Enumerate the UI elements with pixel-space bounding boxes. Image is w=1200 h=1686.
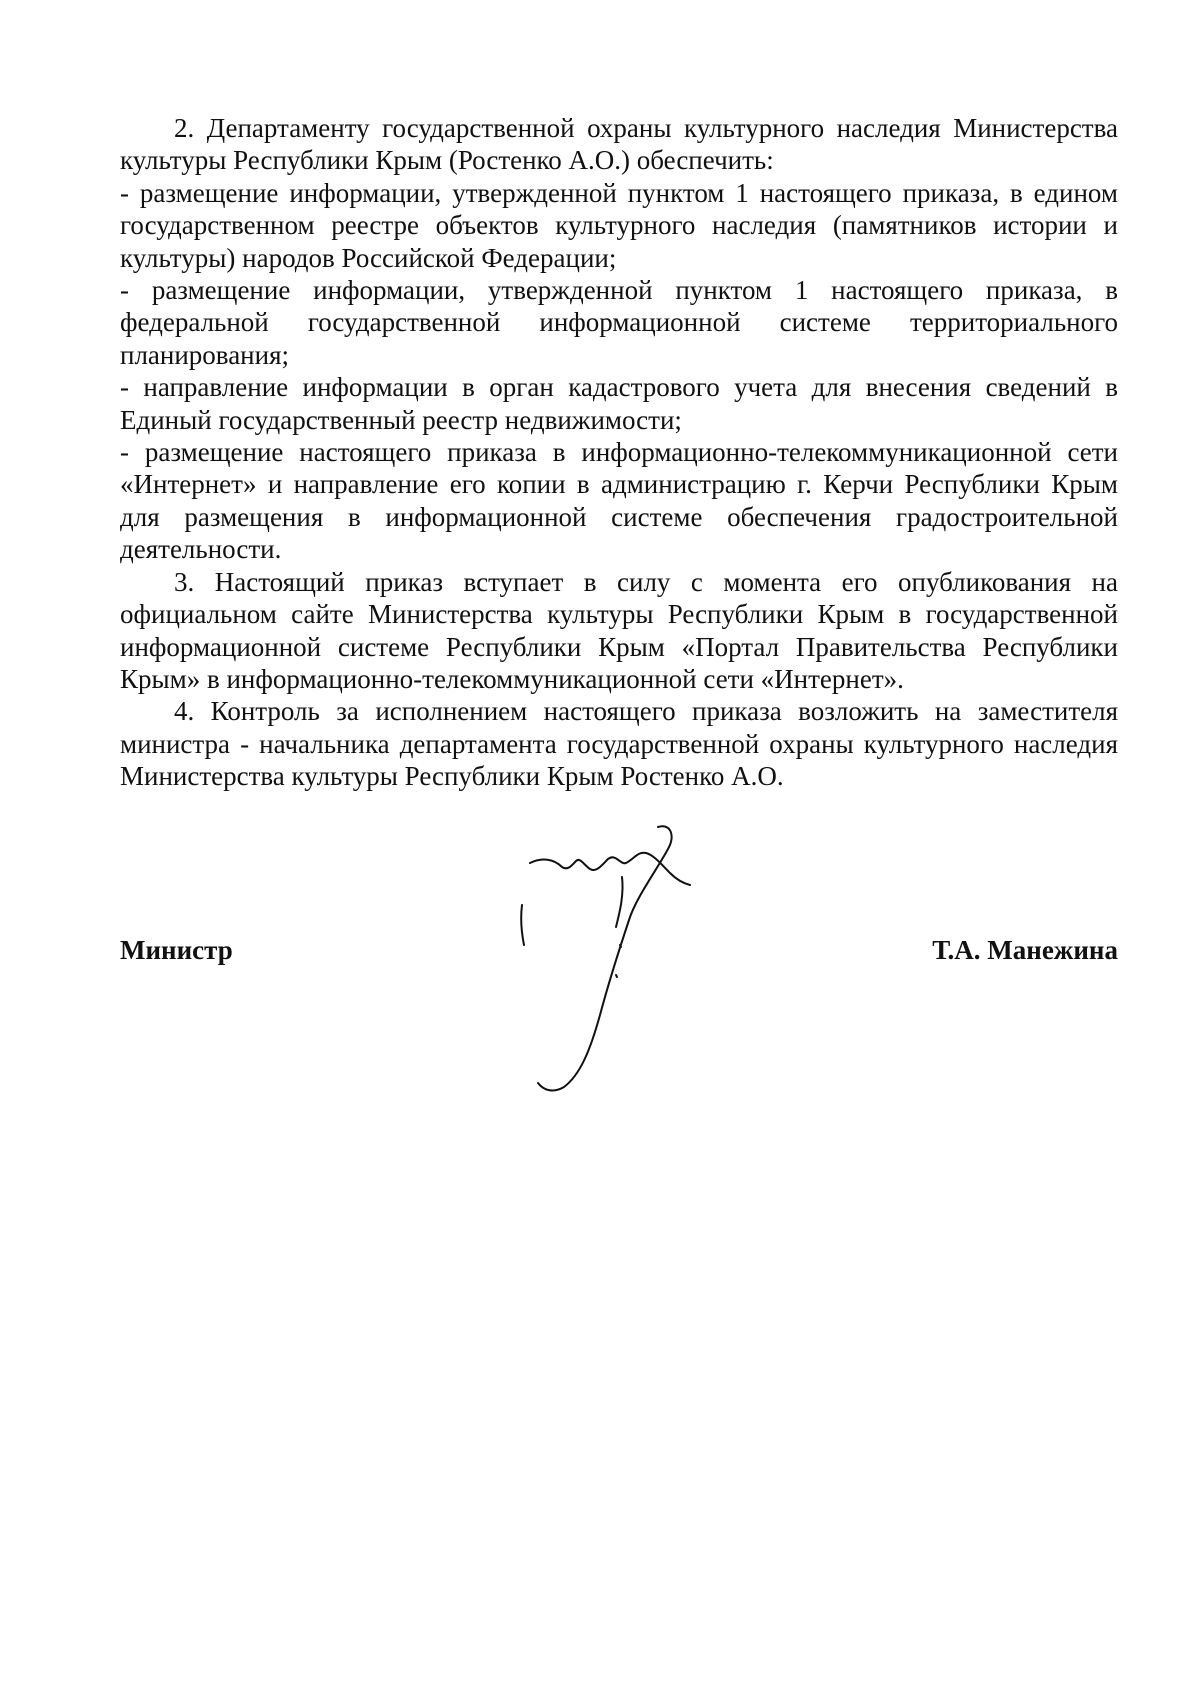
paragraph-4: 4. Контроль за исполнением настоящего приказа возложить на заместителя министра - начальника департамента государственной охраны культурного наследия Министерства культуры Республики Крым Ростенко А.О. (120, 696, 1118, 792)
signer-position: Министр (120, 935, 233, 965)
paragraph-2-item-2: - размещение информации, утвержденной пунктом 1 настоящего приказа, в федеральной государственной информационной системе территориального планирования; (120, 275, 1118, 370)
signature-stroke-main (538, 826, 672, 1090)
paragraph-2-intro: 2. Департаменту государственной охраны культурного наследия Министерства культуры Республики Крым (Ростенко А.О.) обеспечить: (120, 113, 1118, 176)
document-body (120, 112, 1118, 793)
handwritten-signature (520, 825, 760, 1095)
paragraph-3: 3. Настоящий приказ вступает в силу с момента его опубликования на официальном сайте Министерства культуры Республики Крым в государственной информационной системе Республики Крым «Портал Правительства Республики Крым» в информационно-телекоммуникационной сети «Интернет». (120, 566, 1118, 694)
signature-stroke-cross (530, 853, 690, 885)
signature-stroke-loop (616, 877, 623, 927)
paragraph-2-item-3: - направление информации в орган кадастрового учета для внесения сведений в Единый государственный реестр недвижимости; (120, 372, 1118, 435)
paragraph-2-item-1: - размещение информации, утвержденной пунктом 1 настоящего приказа, в едином государственном реестре объектов культурного наследия (памятников истории и культуры) народов Российской Федерации; (120, 177, 1118, 273)
signer-name: Т.А. Манежина (932, 935, 1118, 965)
paragraph-2-item-4: - размещение настоящего приказа в информационно-телекоммуникационной сети «Интернет» и направление его копии в администрацию г. Керчи Республики Крым для размещения в информационной системе обеспечения градостроительной деятельности. (120, 437, 1118, 565)
signature-stroke-left (521, 905, 524, 945)
